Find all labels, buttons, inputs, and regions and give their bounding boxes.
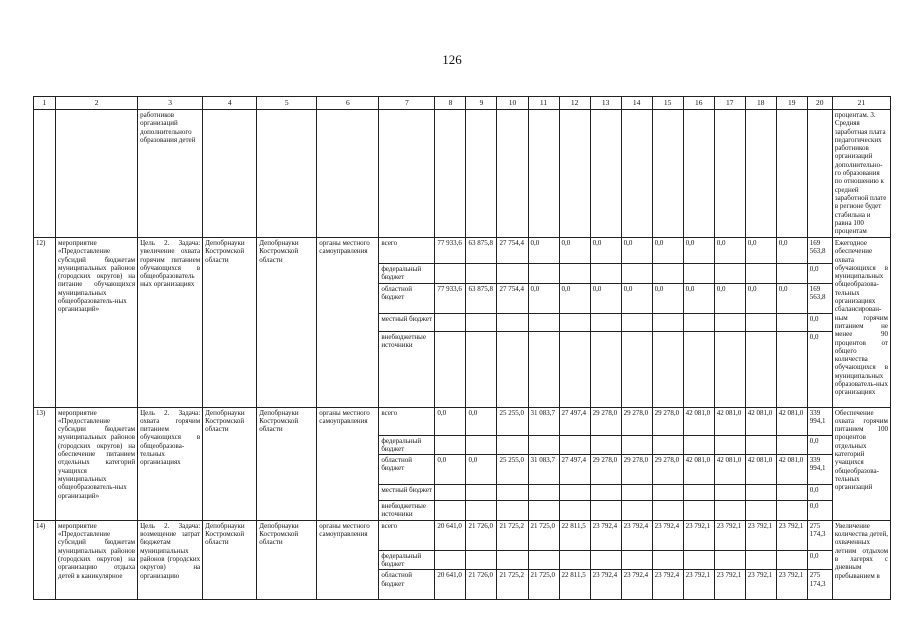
customer-cell: Депобрнауки Костромской области <box>257 238 317 408</box>
empty-cell <box>56 110 138 238</box>
value-cell <box>621 264 652 284</box>
value-cell: 169 563,8 <box>807 238 832 264</box>
empty-cell <box>466 110 497 238</box>
value-cell <box>745 550 776 570</box>
value-cell <box>466 435 497 455</box>
value-cell <box>621 485 652 501</box>
value-cell: 0,0 <box>435 407 466 435</box>
value-cell: 23 792,1 <box>714 570 745 600</box>
value-cell: 0,0 <box>435 455 466 485</box>
program-table <box>33 96 891 600</box>
value-cell: 0,0 <box>807 331 832 407</box>
executor-cell: Депобрнауки Костромской области <box>203 520 257 600</box>
value-cell: 25 255,0 <box>497 407 528 435</box>
value-cell: 0,0 <box>714 283 745 313</box>
source-label: федеральный бюджет <box>379 264 435 284</box>
value-cell <box>497 331 528 407</box>
source-label: областной бюджет <box>379 570 435 600</box>
value-cell <box>497 313 528 331</box>
value-cell <box>621 435 652 455</box>
value-cell <box>590 485 621 501</box>
value-cell: 29 278,0 <box>652 455 683 485</box>
value-cell: 27 754,4 <box>497 238 528 264</box>
value-cell <box>652 485 683 501</box>
value-cell <box>435 550 466 570</box>
value-cell <box>559 331 590 407</box>
value-cell: 25 255,0 <box>497 455 528 485</box>
measure-name: мероприятие «Предоставление субсидий бюджетам муниципальных районов (городских округов) на организацию отдыха детей в каникулярное <box>56 520 138 600</box>
value-cell: 23 792,1 <box>714 520 745 550</box>
goal-cell: Цель 2. Задача: возмещение затрат бюджетам муниципальных районов (городских округов) на организацию <box>138 520 203 600</box>
source-label: внебюджетные источники <box>379 501 435 521</box>
column-header: 12 <box>559 97 590 110</box>
value-cell: 0,0 <box>807 313 832 331</box>
column-header: 3 <box>138 97 203 110</box>
empty-cell <box>34 110 56 238</box>
value-cell: 21 725,2 <box>497 570 528 600</box>
value-cell: 42 081,0 <box>714 455 745 485</box>
customer-cell: Депобрнауки Костромской области <box>257 520 317 600</box>
value-cell: 42 081,0 <box>745 455 776 485</box>
value-cell: 23 792,4 <box>590 570 621 600</box>
value-cell <box>466 501 497 521</box>
empty-cell <box>379 110 435 238</box>
value-cell <box>435 501 466 521</box>
source-label: федеральный бюджет <box>379 435 435 455</box>
empty-cell <box>528 110 559 238</box>
empty-cell <box>590 110 621 238</box>
column-header: 8 <box>435 97 466 110</box>
value-cell: 21 725,0 <box>528 520 559 550</box>
value-cell <box>528 550 559 570</box>
value-cell: 0,0 <box>528 283 559 313</box>
value-cell <box>621 501 652 521</box>
value-cell <box>435 331 466 407</box>
value-cell: 23 792,1 <box>683 570 714 600</box>
value-cell <box>776 435 807 455</box>
value-cell: 0,0 <box>683 283 714 313</box>
value-cell: 23 792,4 <box>621 570 652 600</box>
column-header: 7 <box>379 97 435 110</box>
value-cell: 275 174,3 <box>807 570 832 600</box>
empty-cell <box>621 110 652 238</box>
value-cell: 23 792,4 <box>652 520 683 550</box>
participant-cell: органы местного самоуправления <box>317 407 379 520</box>
value-cell: 339 994,1 <box>807 407 832 435</box>
value-cell: 0,0 <box>652 283 683 313</box>
column-header: 19 <box>776 97 807 110</box>
value-cell <box>435 435 466 455</box>
value-cell: 27 497,4 <box>559 455 590 485</box>
value-cell <box>590 435 621 455</box>
value-cell <box>590 331 621 407</box>
participant-cell: органы местного самоуправления <box>317 238 379 408</box>
value-cell <box>466 550 497 570</box>
measure-name: мероприятие «Предоставление субсидий бюджетам муниципальных районов (городских округов) на питание обучающихся муниципальных общеобразователь-ных организаций» <box>56 238 138 408</box>
value-cell <box>683 501 714 521</box>
empty-cell <box>652 110 683 238</box>
column-header: 20 <box>807 97 832 110</box>
source-label: местный бюджет <box>379 485 435 501</box>
value-cell: 23 792,1 <box>683 520 714 550</box>
empty-cell <box>714 110 745 238</box>
value-cell <box>435 313 466 331</box>
value-cell: 23 792,1 <box>776 520 807 550</box>
column-header: 21 <box>832 97 890 110</box>
value-cell <box>683 264 714 284</box>
source-label: областной бюджет <box>379 283 435 313</box>
value-cell: 21 726,0 <box>466 570 497 600</box>
source-label: внебюджетные источники <box>379 331 435 407</box>
executor-cell: Депобрнауки Костромской области <box>203 238 257 408</box>
value-cell: 23 792,4 <box>652 570 683 600</box>
value-cell <box>497 485 528 501</box>
value-cell <box>497 435 528 455</box>
table-row <box>34 407 891 435</box>
empty-cell <box>203 110 257 238</box>
value-cell: 20 641,0 <box>435 520 466 550</box>
value-cell <box>435 264 466 284</box>
value-cell <box>466 264 497 284</box>
value-cell: 31 083,7 <box>528 455 559 485</box>
indicator-cell: Обеспечение охвата горячим питанием 100 процентов отдельных категорий учащихся общеобразова-тельных организаций <box>832 407 890 520</box>
value-cell: 27 497,4 <box>559 407 590 435</box>
header-row <box>34 97 891 110</box>
value-cell <box>528 331 559 407</box>
empty-cell <box>497 110 528 238</box>
value-cell <box>683 485 714 501</box>
participant-cell: органы местного самоуправления <box>317 520 379 600</box>
column-header: 16 <box>683 97 714 110</box>
column-header: 15 <box>652 97 683 110</box>
continuation-row <box>34 110 891 238</box>
value-cell <box>683 435 714 455</box>
source-label: всего <box>379 238 435 264</box>
value-cell: 31 083,7 <box>528 407 559 435</box>
value-cell <box>559 550 590 570</box>
value-cell: 23 792,4 <box>590 520 621 550</box>
column-header: 17 <box>714 97 745 110</box>
row-number: 14) <box>34 520 56 600</box>
value-cell <box>621 550 652 570</box>
goal-cell: Цель 2. Задача: охвата горячим питанием обучающихся в общеобразова-тельных организациях <box>138 407 203 520</box>
value-cell <box>776 264 807 284</box>
value-cell <box>559 501 590 521</box>
goal-cell: Цель 2. Задача: увеличение охвата горячим питанием обучающихся в общеобразователь ных организациях <box>138 238 203 408</box>
column-header: 11 <box>528 97 559 110</box>
value-cell <box>497 264 528 284</box>
value-cell <box>745 485 776 501</box>
value-cell <box>652 331 683 407</box>
value-cell: 23 792,1 <box>776 570 807 600</box>
value-cell: 169 563,8 <box>807 283 832 313</box>
value-cell <box>590 501 621 521</box>
value-cell: 0,0 <box>528 238 559 264</box>
value-cell: 29 278,0 <box>621 455 652 485</box>
value-cell: 0,0 <box>621 238 652 264</box>
value-cell: 0,0 <box>745 238 776 264</box>
value-cell: 0,0 <box>621 283 652 313</box>
value-cell <box>497 550 528 570</box>
empty-cell <box>435 110 466 238</box>
value-cell <box>776 313 807 331</box>
value-cell: 42 081,0 <box>776 407 807 435</box>
executor-cell: Депобрнауки Костромской области <box>203 407 257 520</box>
value-cell <box>683 331 714 407</box>
value-cell <box>528 501 559 521</box>
value-cell <box>466 331 497 407</box>
value-cell: 0,0 <box>466 455 497 485</box>
value-cell: 77 933,6 <box>435 283 466 313</box>
measure-name: мероприятие «Предоставление субсидии бюджетам муниципальных районов (городских округов) на обеспечение питанием отдельных категорий учащихся муниципальных общеобразователь-ных организаций» <box>56 407 138 520</box>
value-cell: 63 875,8 <box>466 283 497 313</box>
source-label: местный бюджет <box>379 313 435 331</box>
value-cell <box>776 331 807 407</box>
value-cell <box>528 264 559 284</box>
value-cell: 0,0 <box>807 264 832 284</box>
value-cell <box>528 313 559 331</box>
value-cell: 0,0 <box>466 407 497 435</box>
value-cell <box>745 435 776 455</box>
value-cell: 29 278,0 <box>590 407 621 435</box>
value-cell <box>714 313 745 331</box>
value-cell <box>435 485 466 501</box>
column-header: 2 <box>56 97 138 110</box>
value-cell: 23 792,4 <box>621 520 652 550</box>
value-cell: 0,0 <box>807 435 832 455</box>
source-label: всего <box>379 407 435 435</box>
value-cell: 42 081,0 <box>745 407 776 435</box>
value-cell: 42 081,0 <box>776 455 807 485</box>
customer-cell: Депобрнауки Костромской области <box>257 407 317 520</box>
value-cell: 275 174,3 <box>807 520 832 550</box>
value-cell <box>652 435 683 455</box>
value-cell: 0,0 <box>807 550 832 570</box>
value-cell: 29 278,0 <box>590 455 621 485</box>
empty-cell <box>559 110 590 238</box>
column-header: 14 <box>621 97 652 110</box>
empty-cell <box>776 110 807 238</box>
value-cell: 0,0 <box>590 283 621 313</box>
table-row <box>34 520 891 550</box>
page-number: 126 <box>442 52 462 67</box>
value-cell <box>776 550 807 570</box>
value-cell: 23 792,1 <box>745 570 776 600</box>
value-cell <box>528 435 559 455</box>
value-cell: 42 081,0 <box>683 455 714 485</box>
value-cell: 42 081,0 <box>683 407 714 435</box>
value-cell <box>559 264 590 284</box>
empty-cell <box>317 110 379 238</box>
value-cell <box>714 435 745 455</box>
value-cell: 0,0 <box>745 283 776 313</box>
value-cell: 339 994,1 <box>807 455 832 485</box>
value-cell <box>621 331 652 407</box>
column-header: 6 <box>317 97 379 110</box>
value-cell: 22 811,5 <box>559 570 590 600</box>
value-cell: 21 726,0 <box>466 520 497 550</box>
empty-cell <box>683 110 714 238</box>
goal-cell: работников организаций дополнительного образования детей <box>138 110 203 238</box>
value-cell: 0,0 <box>776 283 807 313</box>
value-cell <box>497 501 528 521</box>
value-cell <box>528 485 559 501</box>
value-cell: 42 081,0 <box>714 407 745 435</box>
column-header: 9 <box>466 97 497 110</box>
indicator-cell: Ежегодное обеспечение охвата обучающихся в муниципальных общеобразова-тельных организациях сбалансирован-ным горячим питанием не менее 90 процентов от общего количества обучающихся в муниципальных образователь-ных организациях <box>832 238 890 408</box>
value-cell <box>745 264 776 284</box>
value-cell <box>652 501 683 521</box>
value-cell: 0,0 <box>683 238 714 264</box>
value-cell: 0,0 <box>559 283 590 313</box>
column-header: 13 <box>590 97 621 110</box>
value-cell: 63 875,8 <box>466 238 497 264</box>
column-header: 5 <box>257 97 317 110</box>
source-label: всего <box>379 520 435 550</box>
value-cell: 0,0 <box>714 238 745 264</box>
value-cell: 0,0 <box>590 238 621 264</box>
value-cell <box>714 485 745 501</box>
source-label: областной бюджет <box>379 455 435 485</box>
source-label: федеральный бюджет <box>379 550 435 570</box>
value-cell <box>590 313 621 331</box>
empty-cell <box>745 110 776 238</box>
value-cell <box>559 435 590 455</box>
table-row <box>34 238 891 264</box>
value-cell <box>776 501 807 521</box>
column-header: 18 <box>745 97 776 110</box>
value-cell: 23 792,1 <box>745 520 776 550</box>
value-cell <box>590 550 621 570</box>
column-header: 4 <box>203 97 257 110</box>
value-cell: 27 754,4 <box>497 283 528 313</box>
value-cell <box>745 313 776 331</box>
value-cell <box>745 501 776 521</box>
value-cell <box>683 550 714 570</box>
column-header: 10 <box>497 97 528 110</box>
column-header: 1 <box>34 97 56 110</box>
indicator-cell: Увеличение количества детей, охваченных летним отдыхом в лагерях с дневным пребыванием в <box>832 520 890 600</box>
row-number: 13) <box>34 407 56 520</box>
empty-cell <box>257 110 317 238</box>
value-cell <box>652 313 683 331</box>
value-cell: 29 278,0 <box>621 407 652 435</box>
value-cell <box>776 485 807 501</box>
value-cell <box>466 485 497 501</box>
value-cell: 0,0 <box>807 501 832 521</box>
row-number: 12) <box>34 238 56 408</box>
value-cell <box>559 313 590 331</box>
value-cell <box>466 313 497 331</box>
value-cell <box>714 331 745 407</box>
value-cell <box>714 501 745 521</box>
value-cell: 77 933,6 <box>435 238 466 264</box>
indicator-cell: процентам. 3. Средняя заработная плата педагогических работников организаций дополнительно-го образования по отношению к средней заработной плате в регионе будет стабильна и равна 100 процентам <box>832 110 890 238</box>
value-cell: 0,0 <box>652 238 683 264</box>
value-cell <box>652 550 683 570</box>
value-cell: 0,0 <box>559 238 590 264</box>
value-cell: 21 725,0 <box>528 570 559 600</box>
value-cell <box>745 331 776 407</box>
value-cell: 20 641,0 <box>435 570 466 600</box>
value-cell: 22 811,5 <box>559 520 590 550</box>
value-cell <box>714 264 745 284</box>
value-cell: 0,0 <box>807 485 832 501</box>
value-cell <box>652 264 683 284</box>
value-cell <box>621 313 652 331</box>
value-cell: 0,0 <box>776 238 807 264</box>
value-cell <box>590 264 621 284</box>
value-cell <box>683 313 714 331</box>
value-cell: 29 278,0 <box>652 407 683 435</box>
empty-cell <box>807 110 832 238</box>
value-cell <box>714 550 745 570</box>
value-cell <box>559 485 590 501</box>
value-cell: 21 725,2 <box>497 520 528 550</box>
